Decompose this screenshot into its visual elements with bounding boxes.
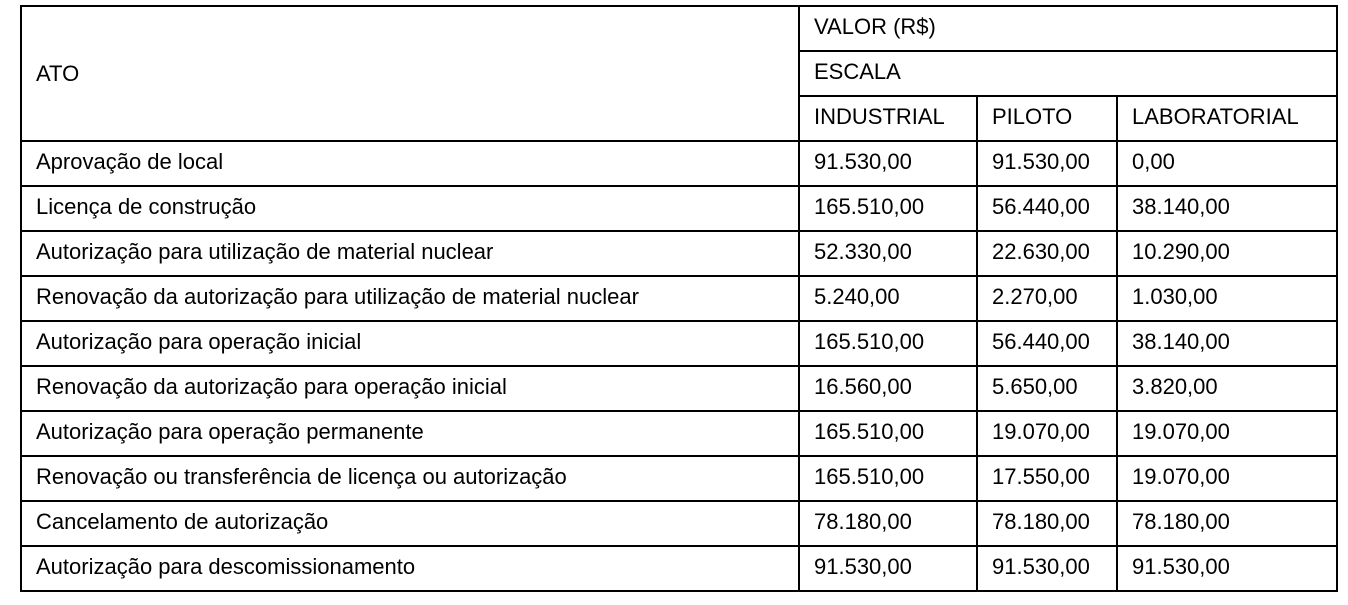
cell-laboratorial: 3.820,00	[1117, 366, 1337, 411]
cell-ato: Cancelamento de autorização	[21, 501, 799, 546]
header-escala: ESCALA	[799, 51, 1337, 96]
cell-piloto: 22.630,00	[977, 231, 1117, 276]
table-row	[21, 456, 1337, 501]
cell-industrial: 91.530,00	[799, 546, 977, 591]
table-row	[21, 141, 1337, 186]
cell-ato: Autorização para operação inicial	[21, 321, 799, 366]
table-row	[21, 276, 1337, 321]
cell-ato: Autorização para utilização de material nuclear	[21, 231, 799, 276]
table-row	[21, 411, 1337, 456]
cell-piloto: 19.070,00	[977, 411, 1117, 456]
cell-piloto: 56.440,00	[977, 186, 1117, 231]
cell-piloto: 2.270,00	[977, 276, 1117, 321]
cell-industrial: 165.510,00	[799, 186, 977, 231]
table-row	[21, 366, 1337, 411]
cell-ato: Aprovação de local	[21, 141, 799, 186]
table-row	[21, 231, 1337, 276]
cell-piloto: 78.180,00	[977, 501, 1117, 546]
cell-laboratorial: 78.180,00	[1117, 501, 1337, 546]
cell-industrial: 165.510,00	[799, 456, 977, 501]
cell-laboratorial: 10.290,00	[1117, 231, 1337, 276]
table-row	[21, 186, 1337, 231]
cell-industrial: 91.530,00	[799, 141, 977, 186]
header-laboratorial: LABORATORIAL	[1117, 96, 1337, 141]
cell-piloto: 56.440,00	[977, 321, 1117, 366]
header-ato: ATO	[21, 6, 799, 141]
cell-piloto: 17.550,00	[977, 456, 1117, 501]
cell-industrial: 78.180,00	[799, 501, 977, 546]
cell-piloto: 91.530,00	[977, 141, 1117, 186]
cell-laboratorial: 38.140,00	[1117, 321, 1337, 366]
cell-ato: Autorização para descomissionamento	[21, 546, 799, 591]
cell-piloto: 91.530,00	[977, 546, 1117, 591]
cell-laboratorial: 38.140,00	[1117, 186, 1337, 231]
cell-ato: Autorização para operação permanente	[21, 411, 799, 456]
cell-laboratorial: 19.070,00	[1117, 456, 1337, 501]
cell-piloto: 5.650,00	[977, 366, 1117, 411]
header-row-valor	[21, 6, 1337, 51]
cell-ato: Renovação ou transferência de licença ou autorização	[21, 456, 799, 501]
header-industrial: INDUSTRIAL	[799, 96, 977, 141]
table-row	[21, 501, 1337, 546]
cell-laboratorial: 0,00	[1117, 141, 1337, 186]
header-valor: VALOR (R$)	[799, 6, 1337, 51]
table-row	[21, 321, 1337, 366]
cell-ato: Renovação da autorização para utilização de material nuclear	[21, 276, 799, 321]
cell-laboratorial: 1.030,00	[1117, 276, 1337, 321]
cell-laboratorial: 19.070,00	[1117, 411, 1337, 456]
header-piloto: PILOTO	[977, 96, 1117, 141]
table-row	[21, 546, 1337, 591]
cell-ato: Renovação da autorização para operação inicial	[21, 366, 799, 411]
cell-industrial: 16.560,00	[799, 366, 977, 411]
cell-industrial: 165.510,00	[799, 321, 977, 366]
cell-industrial: 5.240,00	[799, 276, 977, 321]
cell-ato: Licença de construção	[21, 186, 799, 231]
cell-industrial: 165.510,00	[799, 411, 977, 456]
cell-laboratorial: 91.530,00	[1117, 546, 1337, 591]
cell-industrial: 52.330,00	[799, 231, 977, 276]
fee-table	[20, 5, 1338, 592]
